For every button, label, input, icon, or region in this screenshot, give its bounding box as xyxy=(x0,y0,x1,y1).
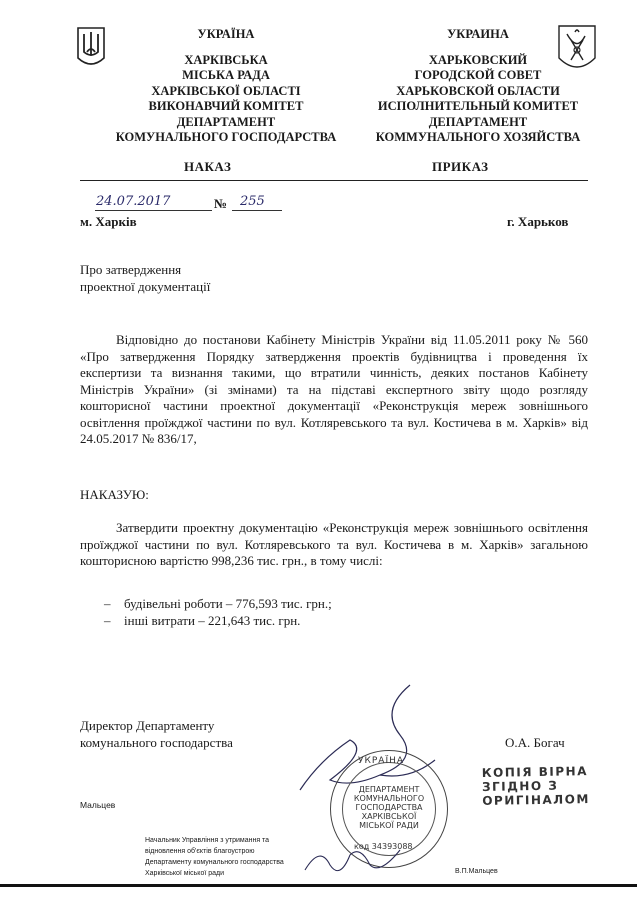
signatory-title xyxy=(80,718,320,751)
header-left-line: КОМУНАЛЬНОГО ГОСПОДАРСТВА xyxy=(115,130,337,144)
header-russian xyxy=(360,27,596,146)
cost-items-list xyxy=(104,596,584,629)
number-label: № xyxy=(214,196,228,211)
approver-line: відновлення об'єктів благоустрою xyxy=(145,848,255,855)
seal-line: ХАРКІВСЬКОЇ xyxy=(361,812,417,821)
date-underline xyxy=(95,210,212,211)
seal-line: ГОСПОДАРСТВА xyxy=(355,803,423,812)
header-left-line: ХАРКІВСЬКА xyxy=(184,52,268,67)
copy-stamp-line: ЗГІДНО З xyxy=(481,778,559,794)
seal-line: МІСЬКОЇ РАДИ xyxy=(359,821,419,830)
order-subject xyxy=(80,262,380,295)
subject-line: проектної документації xyxy=(80,278,211,294)
number-underline xyxy=(232,210,282,211)
preamble xyxy=(80,332,588,448)
city-ru: г. Харьков xyxy=(507,214,569,229)
order-title-ua: НАКАЗ xyxy=(184,159,232,174)
seal-code: код 34393088 xyxy=(354,842,413,851)
signatory-title-line: Директор Департаменту xyxy=(80,718,215,733)
header-right-line: ГОРОДСКОЙ СОВЕТ xyxy=(414,68,542,82)
seal-text xyxy=(346,785,432,830)
executor-name: Мальцев xyxy=(80,800,116,810)
order-body xyxy=(80,520,588,570)
seal-line: КОМУНАЛЬНОГО xyxy=(353,794,425,803)
signatory-title-line: комунального господарства xyxy=(80,734,233,750)
seal-line: ДЕПАРТАМЕНТ xyxy=(358,785,420,794)
signatory-name: О.А. Богач xyxy=(505,735,565,750)
copy-stamp-line: ОРИГІНАЛОМ xyxy=(482,792,590,808)
header-divider xyxy=(80,180,588,181)
header-right-line: ХАРЬКОВСКИЙ xyxy=(428,52,528,67)
header-left-line: ХАРКІВСЬКОЇ ОБЛАСТІ xyxy=(151,83,301,98)
header-right-line: КОММУНАЛЬНОГО ХОЗЯЙСТВА xyxy=(375,130,581,144)
approver-name: В.П.Мальцев xyxy=(455,868,498,875)
header-left-line: МІСЬКА РАДА xyxy=(182,68,270,82)
city-ua: м. Харків xyxy=(80,214,137,229)
order-body-text: Затвердити проектну документацію «Реконструкція мереж зовнішнього освітлення проїжджої частини по вул. Котляревського та вул. Костичева в м. Харків» загальною кошторисною вартістю 998,236 тис. грн., в тому числі: xyxy=(80,520,588,568)
approver-line: Департаменту комунального господарства xyxy=(145,859,284,866)
approver-signature-icon xyxy=(300,840,410,880)
subject-line: Про затвердження xyxy=(80,262,182,277)
header-right-line: ИСПОЛНИТЕЛЬНЫЙ КОМИТЕТ xyxy=(377,99,579,113)
header-left-line: ДЕПАРТАМЕНТ xyxy=(176,114,276,129)
header-left-line: ВИКОНАВЧИЙ КОМІТЕТ xyxy=(148,99,304,113)
list-item: – інші витрати – 221,643 тис. грн. xyxy=(104,613,584,630)
scan-edge-bar xyxy=(0,884,637,887)
order-number: 255 xyxy=(240,194,265,209)
order-date: 24.07.2017 xyxy=(96,194,171,209)
header-right-line: ХАРЬКОВСКОЙ ОБЛАСТИ xyxy=(396,83,560,98)
preamble-text: Відповідно до постанови Кабінету Міністрів України від 11.05.2011 року № 560 «Про затвердження Порядку затвердження проектів будівництва і проведення їх експертизи та визнання такими, що втратили чинність, деяких постанов Кабінету Міністрів України» (зі змінами) та на підставі експертного звіту щодо розгляду кошторисної частини проектної документації «Реконструкція мереж зовнішнього освітлення проїжджої частини по вул. Котляревського та вул. Костичева в м. Харків» від 24.05.2017 № 836/17, xyxy=(80,332,588,446)
header-right-country: УКРАИНА xyxy=(447,27,509,41)
approver-line: Начальник Управління з утримання та xyxy=(145,837,270,844)
orders-heading: НАКАЗУЮ: xyxy=(80,487,149,502)
approver-block xyxy=(145,835,284,879)
order-title-ru: ПРИКАЗ xyxy=(432,159,489,174)
list-item: – будівельні роботи – 776,593 тис. грн.; xyxy=(104,596,584,613)
header-ukrainian xyxy=(100,27,352,146)
seal-country: УКРАЇНА xyxy=(358,756,405,766)
certified-copy-stamp xyxy=(482,764,590,808)
copy-stamp-line: КОПІЯ ВІРНА xyxy=(481,764,589,780)
approver-line: Харківської міської ради xyxy=(145,870,225,877)
header-right-line: ДЕПАРТАМЕНТ xyxy=(428,114,528,129)
header-left-country: УКРАЇНА xyxy=(197,27,255,41)
